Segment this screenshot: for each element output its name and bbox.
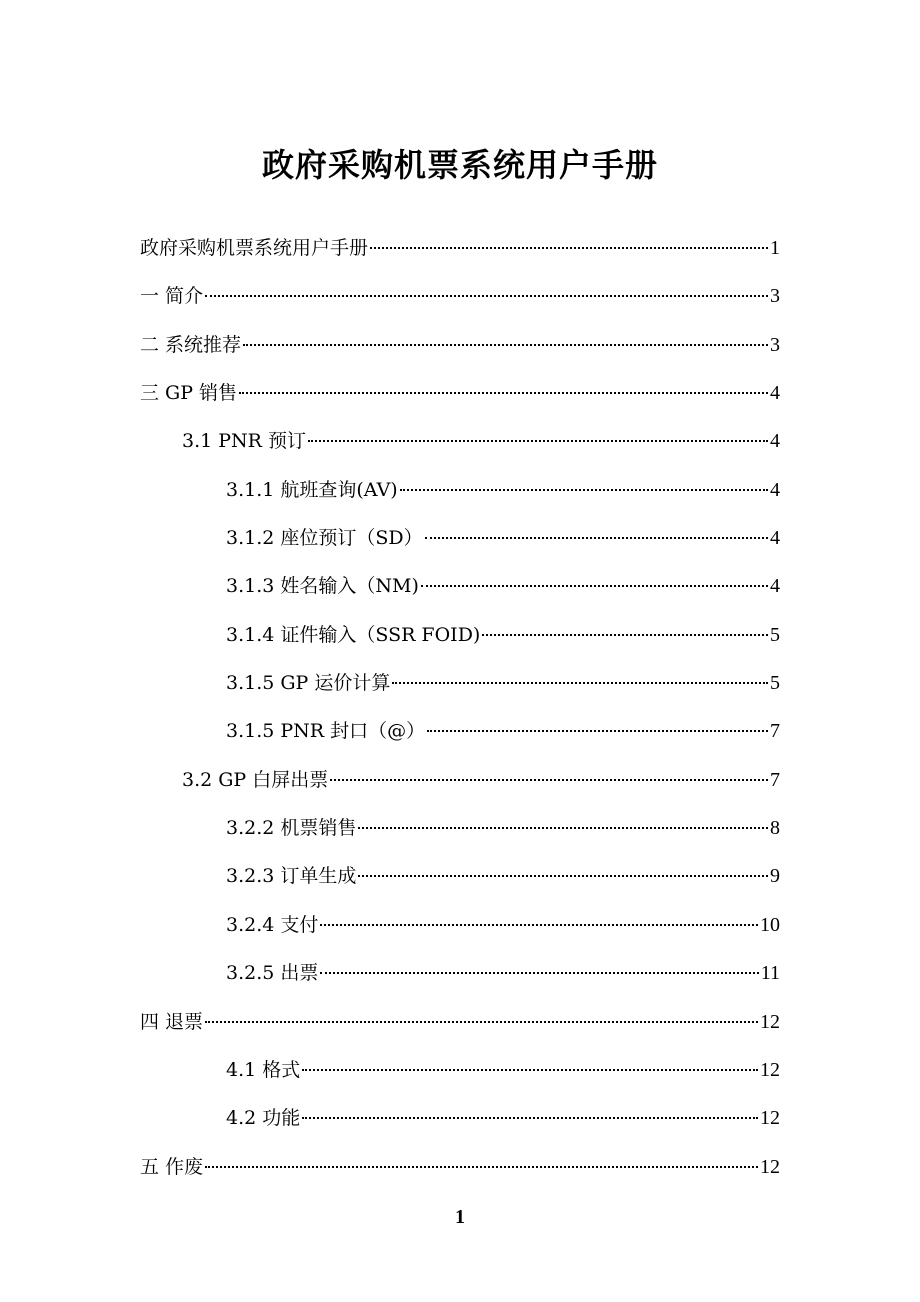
toc-entry-page: 12 bbox=[760, 1155, 780, 1178]
toc-entry-page: 3 bbox=[770, 285, 780, 308]
toc-entry-title: 4.1 格式 bbox=[226, 1058, 301, 1081]
toc-entry-page: 7 bbox=[770, 720, 780, 743]
toc-entry-title: 四 退票 bbox=[140, 1010, 204, 1033]
table-of-contents bbox=[140, 224, 780, 1191]
toc-entry[interactable] bbox=[140, 562, 780, 610]
toc-entry-title: 3.2.5 出票 bbox=[226, 962, 319, 985]
toc-dot-leader bbox=[205, 1166, 758, 1168]
document-title: 政府采购机票系统用户手册 bbox=[261, 146, 658, 184]
toc-dot-leader bbox=[243, 344, 768, 346]
toc-entry-page: 9 bbox=[770, 865, 780, 888]
toc-entry[interactable] bbox=[140, 611, 780, 659]
toc-entry[interactable] bbox=[140, 659, 780, 707]
toc-entry-page: 5 bbox=[770, 623, 780, 646]
toc-dot-leader bbox=[392, 682, 768, 684]
toc-entry-title: 3.2.4 支付 bbox=[226, 913, 319, 936]
toc-entry[interactable] bbox=[140, 1143, 780, 1191]
toc-entry[interactable] bbox=[140, 804, 780, 852]
toc-entry[interactable] bbox=[140, 998, 780, 1046]
toc-entry-title: 3.1.5 GP 运价计算 bbox=[226, 672, 391, 695]
toc-dot-leader bbox=[320, 924, 758, 926]
toc-entry-page: 4 bbox=[770, 575, 780, 598]
toc-entry-title: 一 简介 bbox=[140, 285, 204, 308]
toc-entry-title: 3.1.2 座位预订（SD） bbox=[226, 527, 423, 550]
toc-dot-leader bbox=[239, 392, 768, 394]
toc-entry-page: 4 bbox=[770, 478, 780, 501]
toc-entry[interactable] bbox=[140, 514, 780, 562]
toc-dot-leader bbox=[205, 1021, 758, 1023]
toc-dot-leader bbox=[482, 634, 768, 636]
toc-dot-leader bbox=[400, 489, 768, 491]
toc-entry[interactable] bbox=[140, 707, 780, 755]
toc-entry-page: 4 bbox=[770, 430, 780, 453]
toc-entry-page: 11 bbox=[760, 962, 780, 985]
toc-dot-leader bbox=[320, 972, 758, 974]
toc-dot-leader bbox=[421, 585, 768, 587]
toc-entry-title: 3.2.2 机票销售 bbox=[226, 817, 357, 840]
toc-entry-title: 政府采购机票系统用户手册 bbox=[140, 237, 369, 259]
toc-entry[interactable] bbox=[140, 1094, 780, 1142]
toc-entry-page: 4 bbox=[770, 382, 780, 405]
toc-entry-page: 8 bbox=[770, 817, 780, 840]
toc-dot-leader bbox=[205, 295, 768, 297]
toc-dot-leader bbox=[302, 1069, 758, 1071]
page-number: 1 bbox=[455, 1206, 465, 1228]
toc-entry-title: 3.1.1 航班查询(AV) bbox=[226, 478, 398, 501]
toc-entry[interactable] bbox=[140, 272, 780, 320]
toc-entry[interactable] bbox=[140, 1046, 780, 1094]
toc-entry-page: 4 bbox=[770, 527, 780, 550]
toc-dot-leader bbox=[425, 537, 768, 539]
toc-entry[interactable] bbox=[140, 901, 780, 949]
toc-dot-leader bbox=[427, 730, 768, 732]
toc-entry[interactable] bbox=[140, 466, 780, 514]
toc-dot-leader bbox=[330, 779, 768, 781]
toc-entry-title: 二 系统推荐 bbox=[140, 333, 242, 356]
toc-entry-title: 3.1 PNR 预订 bbox=[182, 430, 307, 453]
toc-dot-leader bbox=[302, 1117, 758, 1119]
toc-dot-leader bbox=[370, 247, 768, 249]
toc-entry-page: 12 bbox=[760, 1107, 780, 1130]
toc-entry-page: 12 bbox=[760, 1010, 780, 1033]
toc-entry-title: 3.2.3 订单生成 bbox=[226, 865, 357, 888]
toc-dot-leader bbox=[358, 875, 768, 877]
toc-entry-title: 3.1.3 姓名输入（NM) bbox=[226, 575, 419, 598]
toc-entry-page: 3 bbox=[770, 333, 780, 356]
toc-entry[interactable] bbox=[140, 224, 780, 272]
toc-entry-title: 三 GP 销售 bbox=[140, 382, 238, 405]
toc-entry-page: 10 bbox=[760, 913, 780, 936]
toc-dot-leader bbox=[308, 440, 768, 442]
toc-entry[interactable] bbox=[140, 417, 780, 465]
toc-entry[interactable] bbox=[140, 756, 780, 804]
toc-entry[interactable] bbox=[140, 369, 780, 417]
toc-entry-title: 五 作废 bbox=[140, 1155, 204, 1178]
toc-entry-title: 3.1.4 证件输入（SSR FOID) bbox=[226, 623, 481, 646]
toc-entry-page: 1 bbox=[770, 237, 780, 259]
toc-entry-title: 3.2 GP 白屏出票 bbox=[182, 768, 329, 791]
toc-entry[interactable] bbox=[140, 321, 780, 369]
toc-dot-leader bbox=[358, 827, 768, 829]
toc-entry[interactable] bbox=[140, 949, 780, 997]
toc-entry-page: 5 bbox=[770, 672, 780, 695]
toc-entry-page: 12 bbox=[760, 1058, 780, 1081]
toc-entry-title: 4.2 功能 bbox=[226, 1107, 301, 1130]
toc-entry[interactable] bbox=[140, 852, 780, 900]
toc-entry-page: 7 bbox=[770, 768, 780, 791]
toc-entry-title: 3.1.5 PNR 封口（@） bbox=[226, 720, 426, 743]
